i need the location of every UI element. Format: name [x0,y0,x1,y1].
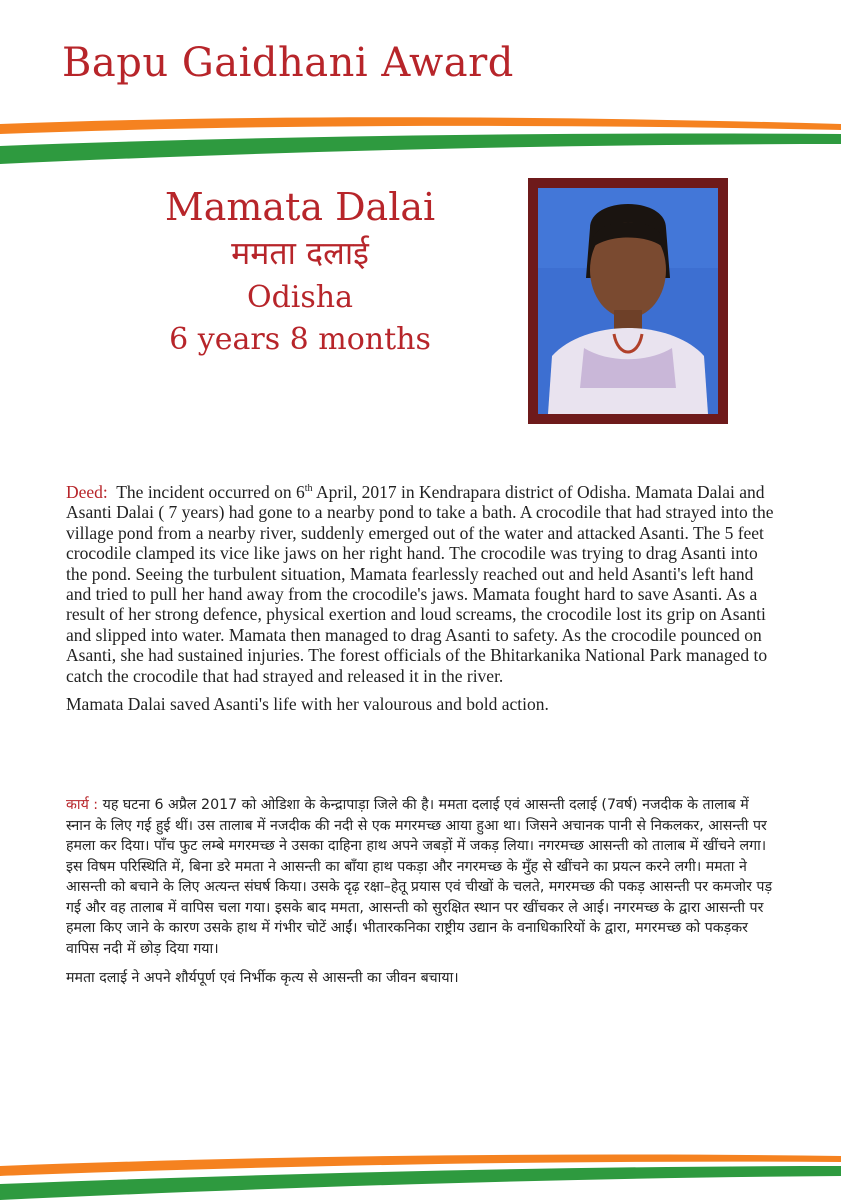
deed-intro-start: The incident occurred on 6 [116,482,305,502]
award-title: Bapu Gaidhani Award [62,40,514,86]
deed-narrative: April, 2017 in Kendrapara district of Odisha. Mamata Dalai and Asanti Dalai ( 7 years) had gone to a nearby pond to take a bath. A crocodile that had strayed into the village pond from a nearby river, suddenly emerged out of the water and attacked Asanti. The 5 feet crocodile clamped its vice like jaws on her right hand. The crocodile was trying to drag Asanti into the pond. Seeing the turbulent situation, Mamata fearlessly reached out and held Asanti's left hand and tried to pull her hand away from the crocodile's jaws. Mamata fought hard to save Asanti. As a result of her strong defence, physical exertion and loud screams, the crocodile lost its grip on Asanti and slipped into water. Mamata then managed to drag Asanti to safety. As the crocodile pounced on Asanti, she had sustained injuries. The forest officials of the Bhitarkanika National Park managed to catch the crocodile that had strayed and released it in the river. [66,482,774,686]
awardee-details [120,185,480,361]
deed-hindi-narrative: यह घटना 6 अप्रैल 2017 को ओडिशा के केन्द्रापाड़ा जिले की है। ममता दलाई एवं आसन्ती दलाई (7वर्ष) नजदीक के तालाब में स्नान के लिए गई हुई थीं। उस तालाब में नजदीक की नदी से एक मगरमच्छ आया हुआ था। जिसने अचानक पानी से निकलकर, आसन्ती पर हमला कर दिया। पाँच फुट लम्बे मगरमच्छ ने उसका दाहिना हाथ अपने जबड़ों में जकड़ लिया। नगरमच्छ आसन्ती को तालाब में खींचने लगा। इस विषम परिस्थिति में, बिना डरे ममता ने आसन्ती का बाँया हाथ पकड़ा और नगरमच्छ के मुँह से खींचने का प्रयत्न करने लगी। ममता ने आसन्ती को बचाने के लिए अत्यन्त संघर्ष किया। उसके दृढ़ रक्षा–हेतू प्रयास एवं चीखों के चलते, मगरमच्छ की पकड़ आसन्ती पर कमजोर पड़ गई और वह तालाब में वापिस चला गया। इसके बाद ममता, आसन्ती को सुरक्षित स्थान पर खींचकर ले आई। नगरमच्छ के द्वारा आसन्ती पर हमला किए जाने के कारण उसके हाथ में गंभीर चोटें आईं। भीतारकनिका राष्ट्रीय उद्यान के वनाधिकारियों के द्वारा, मगरमच्छ को पकड़कर वापिस नदी में छोड़ दिया गया। [66,797,773,957]
deed-hindi-paragraph [66,795,778,959]
awardee-state: Odisha [247,280,353,315]
tricolor-swoosh-bottom [0,1148,841,1200]
deed-hindi [66,795,778,998]
deed-english-paragraph [66,482,776,686]
deed-hindi-label: कार्य : [66,797,99,813]
awardee-age: 6 years 8 months [169,322,431,357]
deed-label: Deed: [66,482,108,502]
deed-english-conclusion: Mamata Dalai saved Asanti's life with her valourous and bold action. [66,694,549,715]
deed-english [66,482,776,722]
tricolor-swoosh-top [0,112,841,168]
deed-hindi-conclusion: ममता दलाई ने अपने शौर्यपूर्ण एवं निर्भीक कृत्य से आसन्ती का जीवन बचाया। [66,970,459,986]
awardee-name-english: Mamata Dalai [164,185,436,229]
date-superscript: th [304,483,313,495]
awardee-photo [538,188,718,414]
awardee-name-hindi: ममता दलाई [231,234,369,272]
awardee-photo-frame [528,178,728,424]
